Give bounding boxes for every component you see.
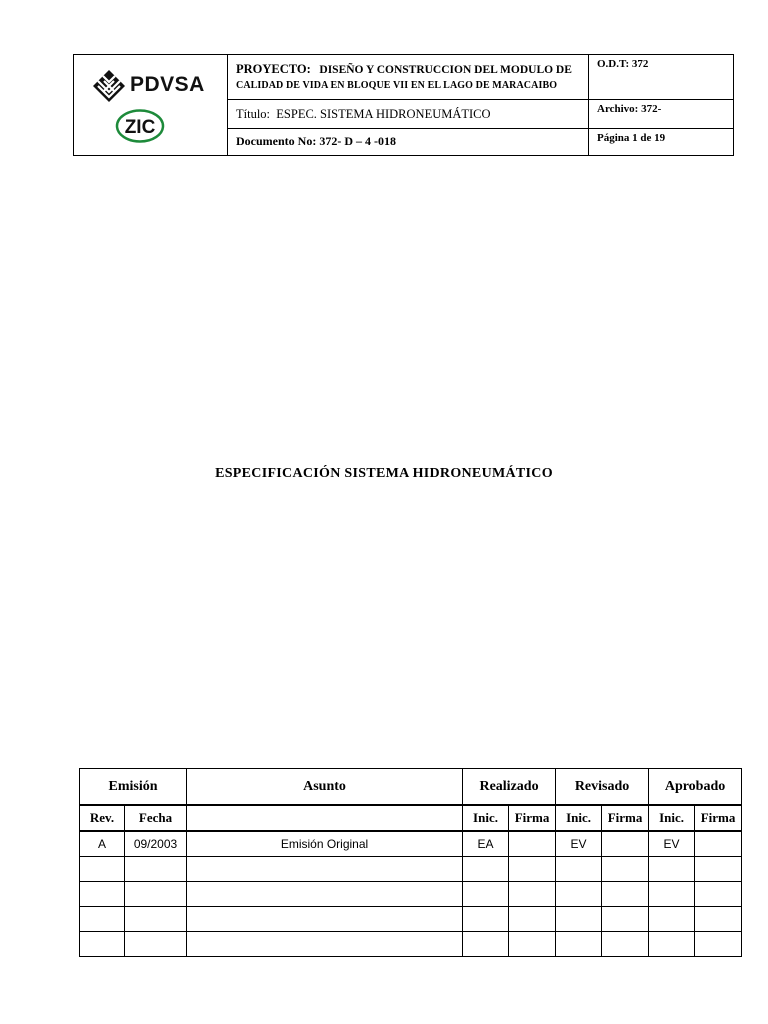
table-row <box>80 857 742 882</box>
cell-asunto <box>187 932 463 957</box>
header-realizado: Realizado <box>463 769 556 806</box>
cell-realizado-firma <box>509 882 556 907</box>
archivo-cell <box>589 100 734 128</box>
cell-aprobado-inic <box>649 907 695 932</box>
header-revisado: Revisado <box>556 769 649 806</box>
cell-revisado-firma <box>602 831 649 857</box>
titulo-cell <box>228 100 589 128</box>
proyecto-line1: DISEÑO Y CONSTRUCCION DEL MODULO DE <box>319 64 572 77</box>
cell-realizado-inic <box>463 882 509 907</box>
header-emision: Emisión <box>80 769 187 806</box>
odt-cell <box>589 55 734 100</box>
revision-table <box>79 768 742 957</box>
cell-asunto <box>187 907 463 932</box>
cell-asunto <box>187 857 463 882</box>
cell-rev: A <box>80 831 125 857</box>
cell-fecha: 09/2003 <box>125 831 187 857</box>
cell-aprobado-firma <box>695 857 742 882</box>
revision-sub-header <box>80 805 742 831</box>
subheader-asunto <box>187 805 463 831</box>
archivo-value: Archivo: 372- <box>597 103 662 116</box>
document-header <box>73 54 734 156</box>
pdvsa-logo-icon <box>92 69 126 103</box>
subheader-realizado-firma: Firma <box>509 805 556 831</box>
subheader-revisado-firma: Firma <box>602 805 649 831</box>
zic-logo-icon <box>115 109 165 143</box>
documento-value: 372- D – 4 -018 <box>319 134 396 149</box>
pagina-cell <box>589 128 734 155</box>
cell-aprobado-firma <box>695 932 742 957</box>
table-row <box>80 932 742 957</box>
odt-value: O.D.T: 372 <box>597 58 649 70</box>
cell-fecha <box>125 907 187 932</box>
subheader-revisado-inic: Inic. <box>556 805 602 831</box>
cell-aprobado-firma <box>695 882 742 907</box>
pdvsa-logo-text: PDVSA <box>130 73 205 96</box>
table-row <box>80 907 742 932</box>
subheader-aprobado-inic: Inic. <box>649 805 695 831</box>
cell-realizado-inic: EA <box>463 831 509 857</box>
cell-asunto: Emisión Original <box>187 831 463 857</box>
proyecto-line2: CALIDAD DE VIDA EN BLOQUE VII EN EL LAGO DE MARACAIBO <box>236 79 558 91</box>
cell-asunto <box>187 882 463 907</box>
cell-realizado-inic <box>463 907 509 932</box>
cell-revisado-inic <box>556 907 602 932</box>
documento-cell <box>228 128 589 155</box>
titulo-value: ESPEC. SISTEMA HIDRONEUMÁTICO <box>276 106 491 121</box>
cell-realizado-inic <box>463 857 509 882</box>
cell-rev <box>80 882 125 907</box>
cell-realizado-firma <box>509 857 556 882</box>
cell-aprobado-inic <box>649 932 695 957</box>
cell-realizado-firma <box>509 907 556 932</box>
subheader-aprobado-firma: Firma <box>695 805 742 831</box>
logo-cell <box>74 55 228 156</box>
header-aprobado: Aprobado <box>649 769 742 806</box>
cell-rev <box>80 857 125 882</box>
subheader-rev: Rev. <box>80 805 125 831</box>
table-row <box>80 831 742 857</box>
cell-revisado-firma <box>602 882 649 907</box>
cell-revisado-firma <box>602 932 649 957</box>
cell-aprobado-inic <box>649 882 695 907</box>
cell-revisado-firma <box>602 857 649 882</box>
document-title: ESPECIFICACIÓN SISTEMA HIDRONEUMÁTICO <box>215 466 553 481</box>
pagina-value: Página 1 de 19 <box>597 131 666 144</box>
subheader-fecha: Fecha <box>125 805 187 831</box>
subheader-realizado-inic: Inic. <box>463 805 509 831</box>
cell-revisado-inic <box>556 882 602 907</box>
documento-label: Documento No: <box>236 134 317 149</box>
cell-rev <box>80 907 125 932</box>
cell-aprobado-inic: EV <box>649 831 695 857</box>
table-row <box>80 882 742 907</box>
cell-revisado-inic <box>556 857 602 882</box>
titulo-label: Título: <box>236 106 271 121</box>
revision-group-header <box>80 769 742 806</box>
cell-aprobado-firma <box>695 831 742 857</box>
header-asunto: Asunto <box>187 769 463 806</box>
cell-fecha <box>125 857 187 882</box>
cell-fecha <box>125 932 187 957</box>
cell-realizado-firma <box>509 831 556 857</box>
cell-realizado-inic <box>463 932 509 957</box>
proyecto-label: PROYECTO: <box>236 62 311 77</box>
cell-rev <box>80 932 125 957</box>
cell-revisado-inic <box>556 932 602 957</box>
cell-realizado-firma <box>509 932 556 957</box>
cell-aprobado-firma <box>695 907 742 932</box>
project-cell <box>228 55 589 100</box>
cell-revisado-firma <box>602 907 649 932</box>
cell-fecha <box>125 882 187 907</box>
cell-revisado-inic: EV <box>556 831 602 857</box>
svg-text:ZIC: ZIC <box>124 117 156 138</box>
cell-aprobado-inic <box>649 857 695 882</box>
